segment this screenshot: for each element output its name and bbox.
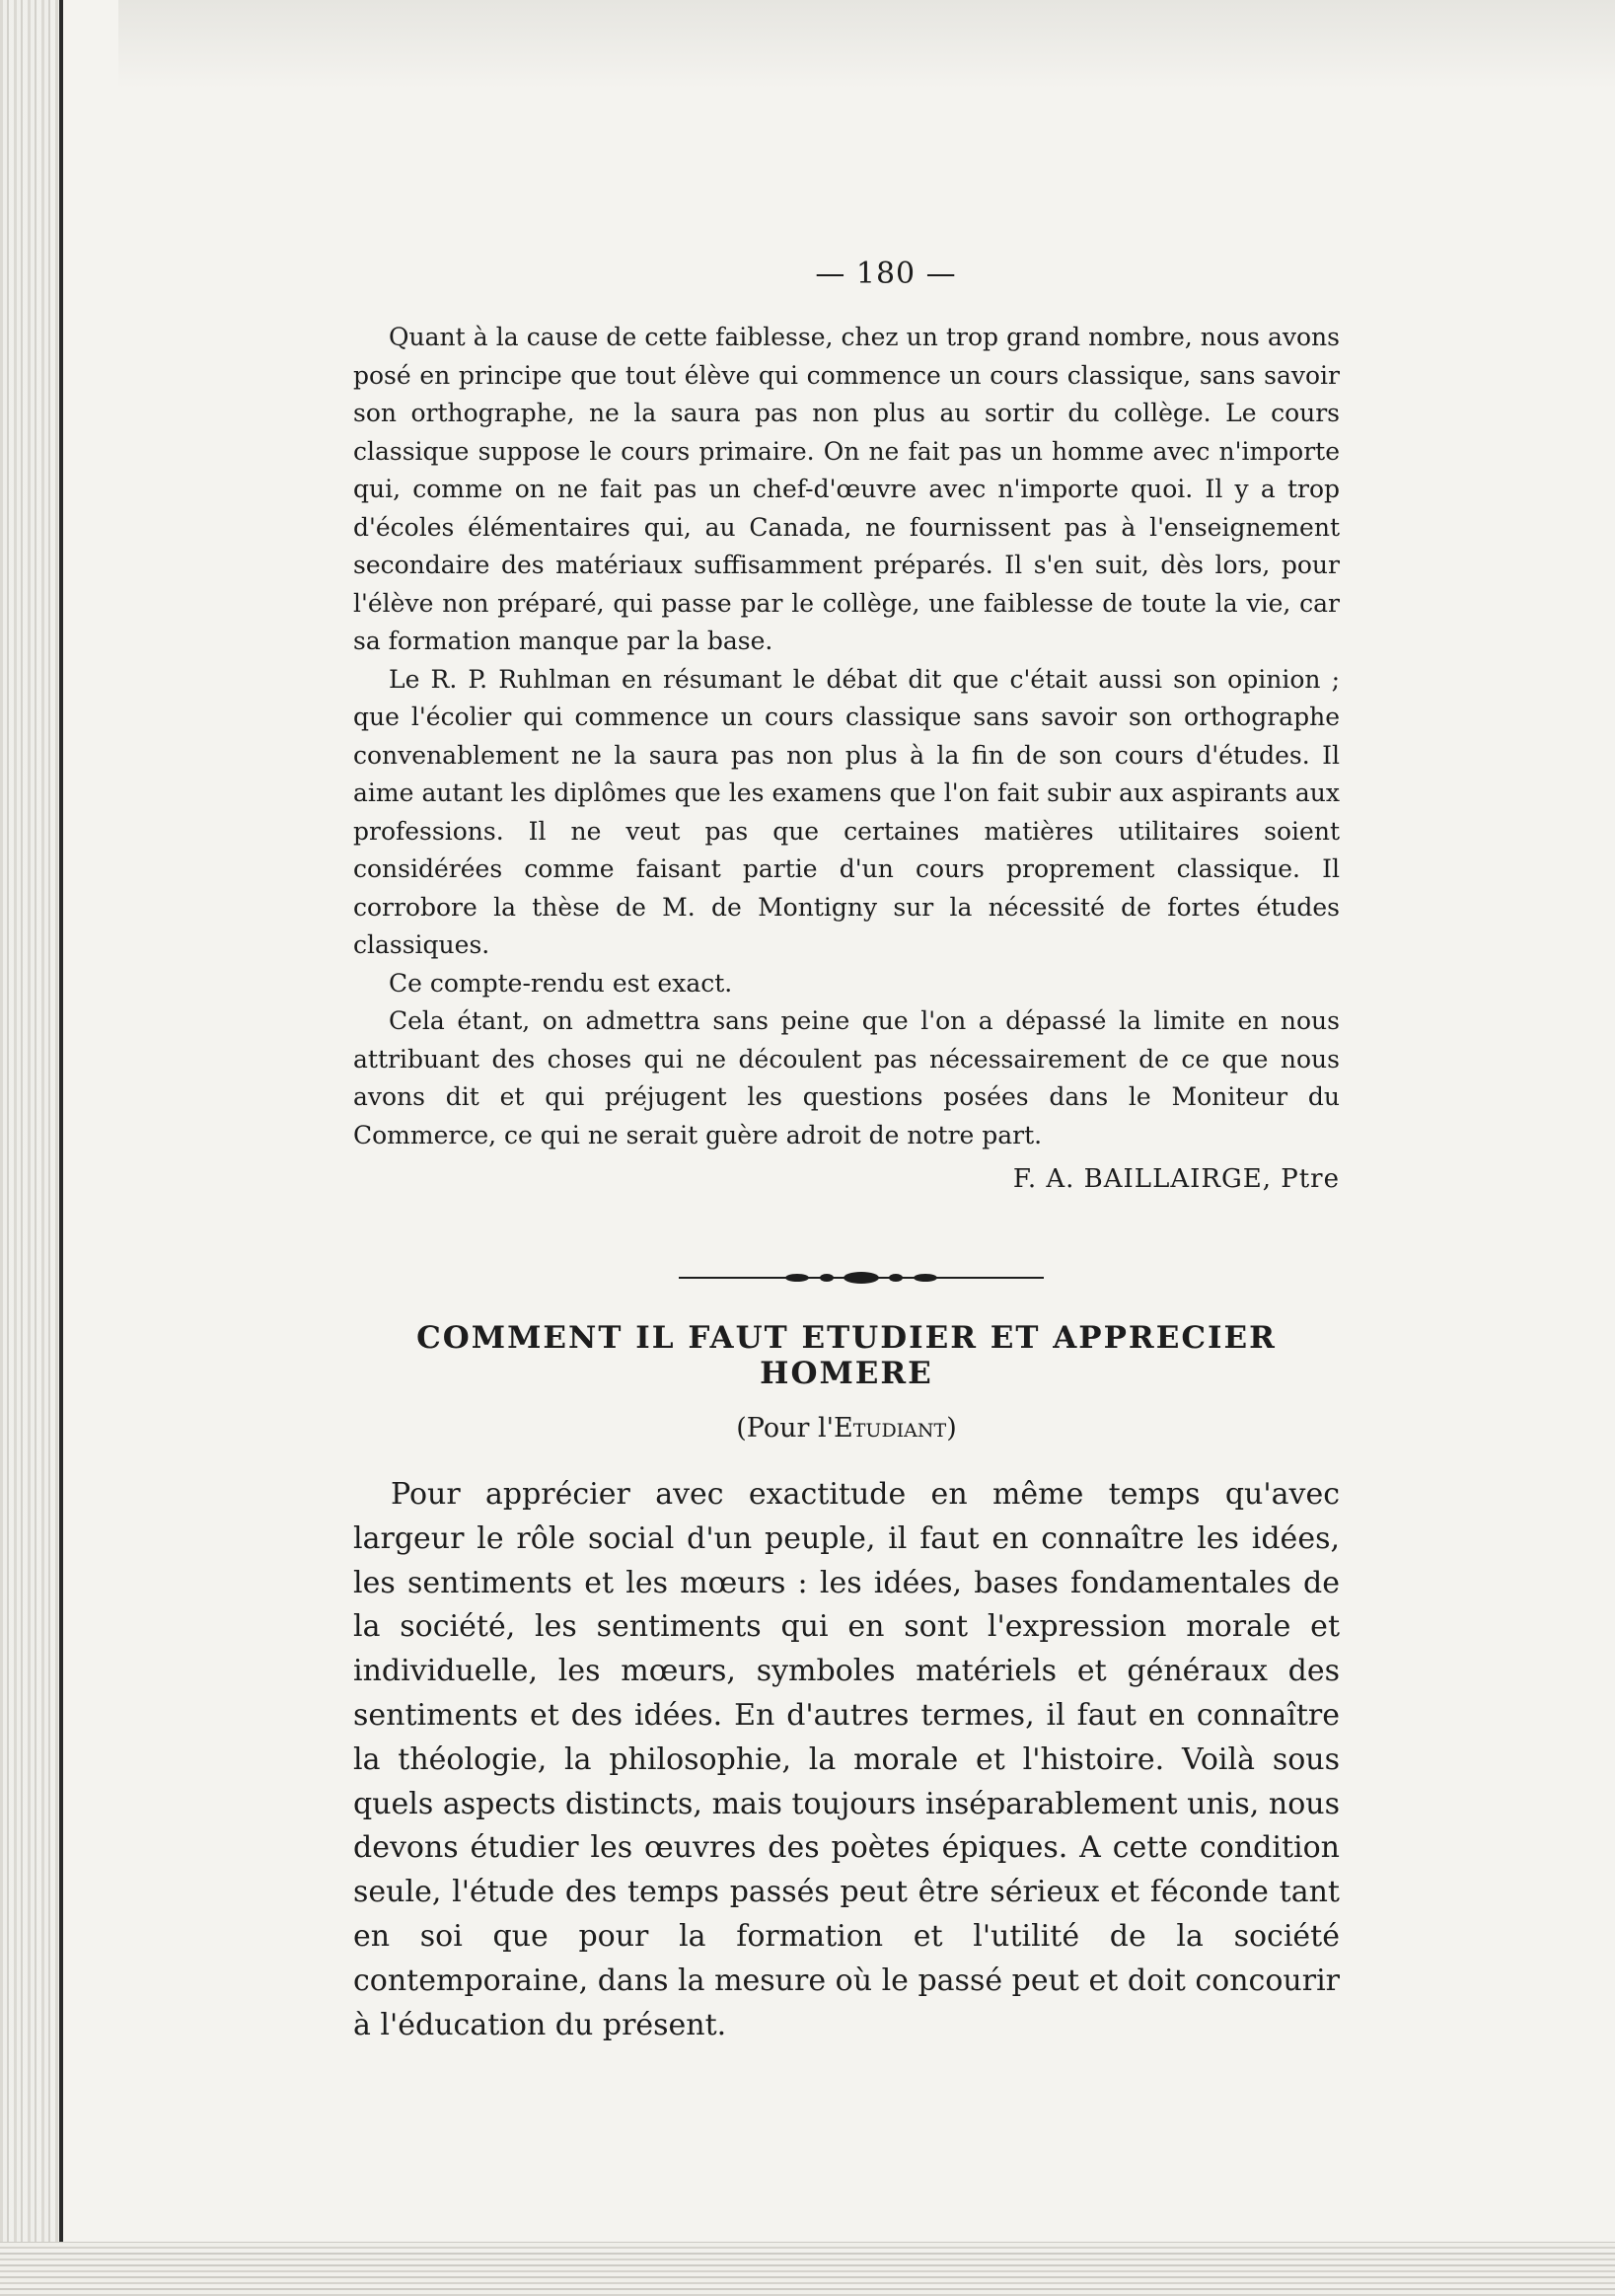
article-heading: COMMENT IL FAUT ETUDIER ET APPRECIER HOMERE [416,1320,1277,1391]
page-top-shading [118,0,1615,89]
page-edge-line [59,0,63,2296]
page-binding-edge [0,0,59,2296]
body-paragraph-4: Cela étant, on admettra sans peine que l'on a dépassé la limite en nous attribuant des choses qui ne découlent pas nécessairement de ce que nous avons dit et qui préjugent les questions posées dans le Moniteur du Commerce, ce qui ne serait guère adroit de notre part. [353,1006,1340,1149]
subheading-close: ) [946,1413,957,1444]
body-paragraph-1: Quant à la cause de cette faiblesse, chez un trop grand nombre, nous avons posé en principe que tout élève qui commence un cours classique, sans savoir son orthographe, ne la saura pas non plus au sortir du collège. Le cours classique suppose le cours primaire. On ne fait pas un homme avec n'importe qui, comme on ne fait pas un chef-d'œuvre avec n'importe quoi. Il y a trop d'écoles élémentaires qui, au Canada, ne fournissent pas à l'enseignement secondaire des matériaux suffisamment préparés. Il s'en suit, dès lors, pour l'élève non préparé, qui passe par le collège, une faiblesse de toute la vie, car sa formation manque par la base. [353,323,1340,655]
article-paragraph: Pour apprécier avec exactitude en même temps qu'avec largeur le rôle social d'un peuple, il faut en connaître les idées, les sentiments et les mœurs : les idées, bases fondamentales de la société, les sentiments qui en sont l'expression morale et individuelle, les mœurs, symboles matériels et généraux des sentiments et des idées. En d'autres termes, il faut en connaître la théologie, la philosophie, la morale et l'histoire. Voilà sous quels aspects distincts, mais toujours inséparablement unis, nous devons étudier les œuvres des poètes épiques. A cette condition seule, l'étude des temps passés peut être sérieux et féconde tant en soi que pour la formation et l'utilité de la société contemporaine, dans la mesure où le passé peut et doit concourir à l'éducation du présent. [353,1477,1340,2042]
body-paragraph-2: Le R. P. Ruhlman en résumant le débat dit que c'était aussi son opinion ; que l'écolier qui commence un cours classique sans savoir son orthographe convenablement ne la saura pas non plus à la fin de son cours d'études. Il aime autant les diplômes que les examens que l'on fait subir aux aspirants aux professions. Il ne veut pas que certaines matières utilitaires soient considérées comme faisant partie d'un cours proprement classique. Il corrobore la thèse de M. de Montigny sur la nécessité de fortes études classiques. [353,664,1340,959]
page-content [353,257,1340,2047]
page-number: — 180 — [815,257,957,291]
page-bottom-edge [0,2242,1615,2296]
body-paragraph-3: Ce compte-rendu est exact. [389,968,733,998]
author-signature: F. A. BAILLAIRGE, Ptre [1012,1164,1340,1194]
subheading-open: (Pour l' [736,1413,835,1444]
article-subheading [353,1413,1340,1444]
ornamental-divider [679,1263,1044,1293]
subheading-smallcaps: Etudiant [834,1413,947,1444]
